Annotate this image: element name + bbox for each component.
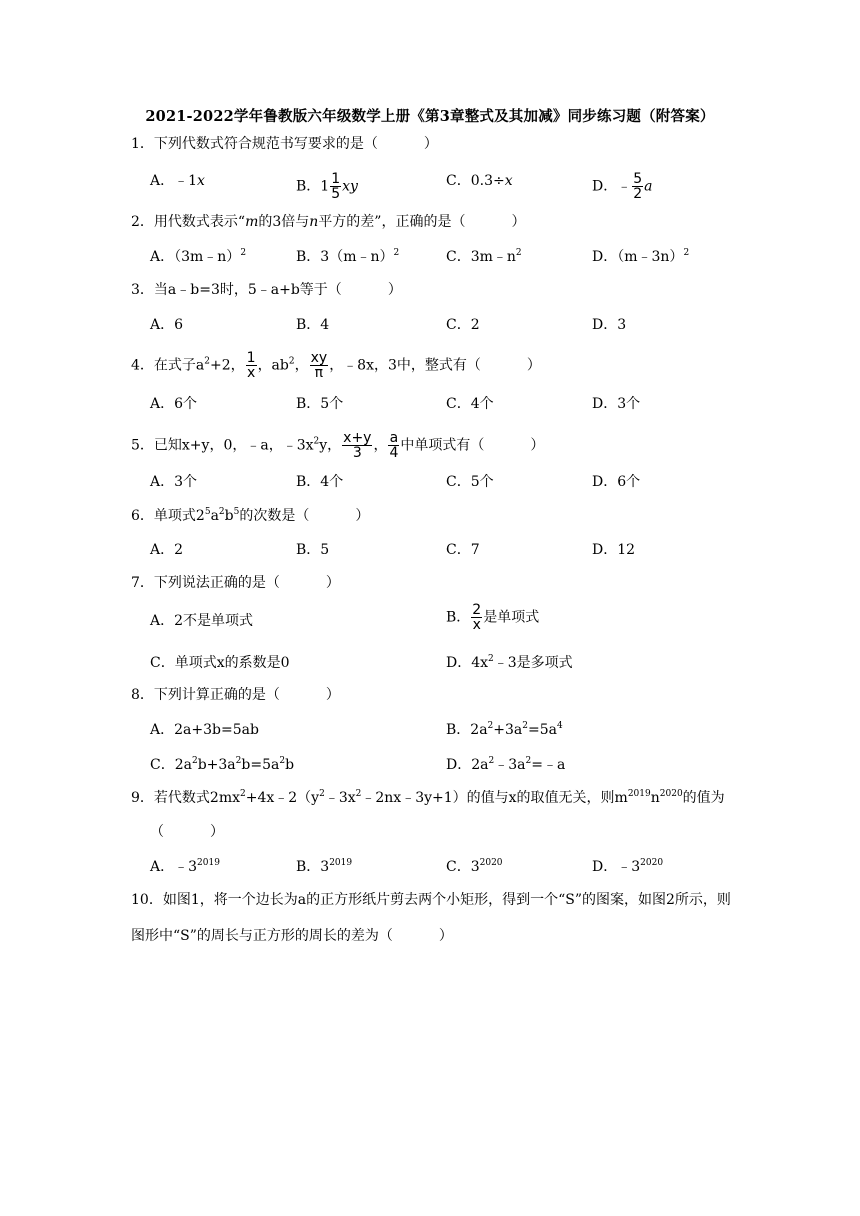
q8-c-mid2: b=5a — [241, 757, 280, 773]
q5-option-d[interactable]: D．6个 — [592, 474, 641, 490]
q2-stem-mid1: 的3倍与 — [258, 214, 310, 230]
q9-a-exp: 2019 — [197, 858, 220, 868]
q6-close: ） — [355, 508, 370, 524]
q7-close: ） — [325, 575, 340, 591]
question-2 — [131, 213, 525, 231]
question-9-line2 — [150, 823, 224, 841]
q1-stem: 1．下列代数式符合规范书写要求的是（ — [131, 136, 378, 152]
q2-close: ） — [511, 214, 526, 230]
q3-close: ） — [387, 282, 402, 298]
q3-option-b[interactable]: B．4 — [296, 317, 330, 333]
q9-c-exp: 2020 — [479, 858, 503, 868]
q2-var-n: n — [309, 214, 319, 230]
q2-c-text: C．3m﹣n — [446, 249, 516, 265]
q5-s2: ， — [373, 437, 388, 454]
q9-s3: ﹣2nx﹣3y+1）的值与x的取值无关，则m — [361, 790, 628, 806]
q2-b-exp: 2 — [393, 248, 400, 258]
q2-a-exp: 2 — [240, 248, 247, 258]
q2-stem-pre: 2．用代数式表示“ — [131, 214, 246, 230]
q8-option-d[interactable] — [446, 756, 565, 774]
q7-b-num: 2 — [472, 602, 482, 618]
q9-c-text: C．3 — [446, 859, 480, 875]
q2-var-m: m — [245, 214, 259, 230]
q9-s2: ﹣3x — [324, 790, 356, 806]
q8-option-a[interactable]: A．2a+3b=5ab — [150, 722, 259, 738]
q9-d-exp: 2020 — [640, 858, 664, 868]
q4-exp2: 2 — [288, 356, 295, 367]
q8-d-e1: 2 — [488, 756, 495, 766]
q8-d-pre: D．2a — [446, 757, 489, 773]
q3-stem: 3．当a﹣b=3时，5﹣a+b等于（ — [131, 282, 342, 298]
q9-option-a[interactable] — [150, 858, 220, 876]
q4-option-d[interactable]: D．3个 — [592, 396, 641, 412]
q9-line2: （ — [150, 824, 164, 840]
q9-e3: 2 — [355, 789, 362, 799]
q4-option-b[interactable]: B．5个 — [296, 396, 344, 412]
q6-option-d[interactable]: D．12 — [592, 542, 636, 558]
question-5 — [131, 431, 544, 460]
q1-b-den: 5 — [331, 186, 341, 202]
q5-f1-den: 3 — [352, 445, 362, 461]
q4-s4: ，﹣8x，3中，整式有（ — [329, 357, 481, 374]
q8-c-pre: C．2a — [150, 757, 192, 773]
question-8 — [131, 686, 340, 704]
q1-d-fraction — [632, 172, 643, 201]
q7-stem: 7．下列说法正确的是（ — [131, 575, 280, 591]
q5-f2-den: 4 — [389, 445, 399, 461]
q7-b-tail: 是单项式 — [483, 609, 540, 626]
q8-b-mid: +3a — [493, 722, 523, 738]
q8-d-e2: 2 — [525, 756, 532, 766]
q6-e1: 5 — [204, 507, 211, 517]
q1-option-a[interactable] — [150, 172, 205, 190]
q6-stem-pre: 6．单项式2 — [131, 508, 205, 524]
q9-pre: 9．若代数式2mx — [131, 790, 240, 806]
q8-d-tail: =﹣a — [531, 757, 566, 773]
q4-option-a[interactable]: A．6个 — [150, 396, 198, 412]
q1-c-text: C．0.3÷ — [446, 173, 505, 189]
q9-s4: n — [650, 790, 660, 806]
q9-option-d[interactable] — [592, 858, 663, 876]
q9-b-text: B．3 — [296, 859, 330, 875]
q8-c-e3: 2 — [279, 756, 286, 766]
q5-f2-num: a — [389, 430, 399, 446]
q4-option-c[interactable]: C．4个 — [446, 396, 494, 412]
q1-a-var: x — [197, 173, 205, 189]
q4-s2: ，ab — [257, 357, 289, 374]
q7-d-tail: ﹣3是多项式 — [493, 655, 573, 671]
q8-b-e2: 2 — [522, 721, 528, 731]
q2-a-text: A．（3m﹣n） — [150, 249, 241, 265]
question-6 — [131, 507, 369, 525]
q8-close: ） — [325, 687, 340, 703]
q1-b-text: B．1 — [296, 178, 330, 195]
q4-fraction-2 — [310, 351, 329, 380]
q6-e3: 5 — [233, 507, 240, 517]
q1-d-den: 2 — [633, 186, 643, 202]
q5-fraction-2 — [388, 431, 399, 460]
q4-f2-den: π — [314, 365, 324, 381]
q5-s1: y， — [319, 437, 342, 454]
q1-option-c[interactable] — [446, 172, 513, 190]
q5-fraction-1 — [342, 431, 372, 460]
q5-option-a[interactable]: A．3个 — [150, 474, 198, 490]
q5-option-c[interactable]: C．5个 — [446, 474, 494, 490]
q8-b-mid2: =5a — [528, 722, 557, 738]
q7-b-fraction — [471, 603, 482, 632]
q4-exp1: 2 — [204, 356, 210, 367]
q1-b-num: 1 — [331, 171, 341, 187]
q1-b-fraction — [330, 172, 341, 201]
q2-stem-mid2: 平方的差”，正确的是（ — [318, 214, 466, 230]
q9-close: ） — [210, 824, 224, 840]
q6-e2: 2 — [218, 507, 225, 517]
q6-s2: b — [224, 508, 234, 524]
q7-d-text: D．4x — [446, 655, 489, 671]
q7-option-b[interactable] — [446, 603, 539, 632]
q1-d-text: D．﹣ — [592, 178, 632, 195]
q5-option-b[interactable]: B．4个 — [296, 474, 344, 490]
q1-a-text: A．﹣1 — [150, 173, 198, 189]
q3-option-d[interactable]: D．3 — [592, 317, 627, 333]
q4-f1-den: x — [246, 365, 256, 381]
q2-d-text: D．（m﹣3n） — [592, 249, 684, 265]
q8-b-e1: 2 — [487, 721, 494, 731]
q2-option-c[interactable] — [446, 248, 522, 266]
q6-s3: 的次数是（ — [239, 508, 310, 524]
q2-c-exp: 2 — [515, 248, 522, 258]
q8-stem: 8．下列计算正确的是（ — [131, 687, 280, 703]
q3-option-c[interactable]: C．2 — [446, 317, 480, 333]
q8-d-mid: ﹣3a — [494, 757, 526, 773]
q8-c-e1: 2 — [191, 756, 198, 766]
q9-a-text: A．﹣3 — [150, 859, 198, 875]
q4-f1-num: 1 — [246, 350, 256, 366]
q1-c-var: x — [504, 173, 513, 189]
q10-text: 10．如图1，将一个边长为a的正方形纸片剪去两个小矩形，得到一个“S”的图案，如图2所示，则图形中“S”的周长与正方形的周长的差为（ — [131, 892, 731, 944]
q5-s3: 中单项式有（ — [400, 437, 485, 454]
q5-exp1: 2 — [313, 436, 320, 447]
q8-b-e3: 4 — [556, 721, 563, 731]
question-1 — [131, 135, 438, 153]
q7-d-exp: 2 — [488, 654, 494, 664]
q6-option-a[interactable]: A．2 — [150, 542, 184, 558]
q5-close: ） — [530, 437, 545, 454]
q2-d-exp: 2 — [683, 248, 690, 258]
q8-c-tail: b — [285, 757, 295, 773]
q5-f1-num: x+y — [343, 430, 372, 446]
q9-b-exp: 2019 — [329, 858, 353, 868]
q1-b-var: xy — [342, 178, 358, 195]
q7-option-a[interactable]: A．2不是单项式 — [150, 613, 254, 629]
q2-option-d[interactable] — [592, 248, 689, 266]
q5-stem-pre: 5．已知x+y，0，﹣a，﹣3x — [131, 437, 314, 454]
q8-c-e2: 2 — [235, 756, 242, 766]
q1-d-num: 5 — [633, 171, 643, 187]
q7-b-den: x — [472, 617, 481, 633]
q2-option-b[interactable] — [296, 248, 399, 266]
q9-option-c[interactable] — [446, 858, 503, 876]
q9-s1: +4x﹣2（y — [245, 790, 320, 806]
q7-b-text: B． — [446, 609, 471, 626]
q2-option-a[interactable] — [150, 248, 246, 266]
q9-e4: 2019 — [627, 789, 651, 799]
q4-s3: ， — [294, 357, 309, 374]
q1-d-var: a — [644, 178, 653, 195]
q4-close: ） — [526, 357, 541, 374]
question-9 — [131, 789, 725, 807]
q6-s1: a — [210, 508, 219, 524]
q9-e2: 2 — [319, 789, 325, 799]
page-title: 2021-2022学年鲁教版六年级数学上册《第3章整式及其加减》同步练习题（附答案） — [145, 108, 715, 125]
q9-s5: 的值为 — [682, 790, 725, 806]
question-4 — [131, 351, 541, 380]
q4-stem-pre: 4．在式子a — [131, 357, 205, 374]
question-7 — [131, 574, 340, 592]
q10-close: ） — [438, 928, 453, 944]
question-3 — [131, 281, 402, 299]
q1-option-b[interactable] — [296, 172, 358, 201]
q9-e1: 2 — [240, 789, 246, 799]
q2-b-text: B．3（m﹣n） — [296, 249, 394, 265]
q8-b-pre: B．2a — [446, 722, 488, 738]
q7-option-c[interactable]: C．单项式x的系数是0 — [150, 655, 290, 671]
q8-option-b[interactable] — [446, 721, 563, 739]
question-10 — [131, 882, 731, 954]
q1-option-d[interactable] — [592, 172, 653, 201]
q4-s1: +2， — [210, 357, 245, 374]
q9-d-text: D．﹣3 — [592, 859, 641, 875]
q8-c-mid: b+3a — [197, 757, 236, 773]
q6-option-b[interactable]: B．5 — [296, 542, 330, 558]
q8-option-c[interactable] — [150, 756, 294, 774]
q4-fraction-1 — [246, 351, 257, 380]
q3-option-a[interactable]: A．6 — [150, 317, 184, 333]
q7-option-d[interactable] — [446, 654, 573, 672]
q4-f2-num: xy — [310, 350, 328, 366]
q9-e5: 2020 — [659, 789, 683, 799]
q9-option-b[interactable] — [296, 858, 352, 876]
q1-close: ） — [423, 136, 438, 152]
q6-option-c[interactable]: C．7 — [446, 542, 480, 558]
